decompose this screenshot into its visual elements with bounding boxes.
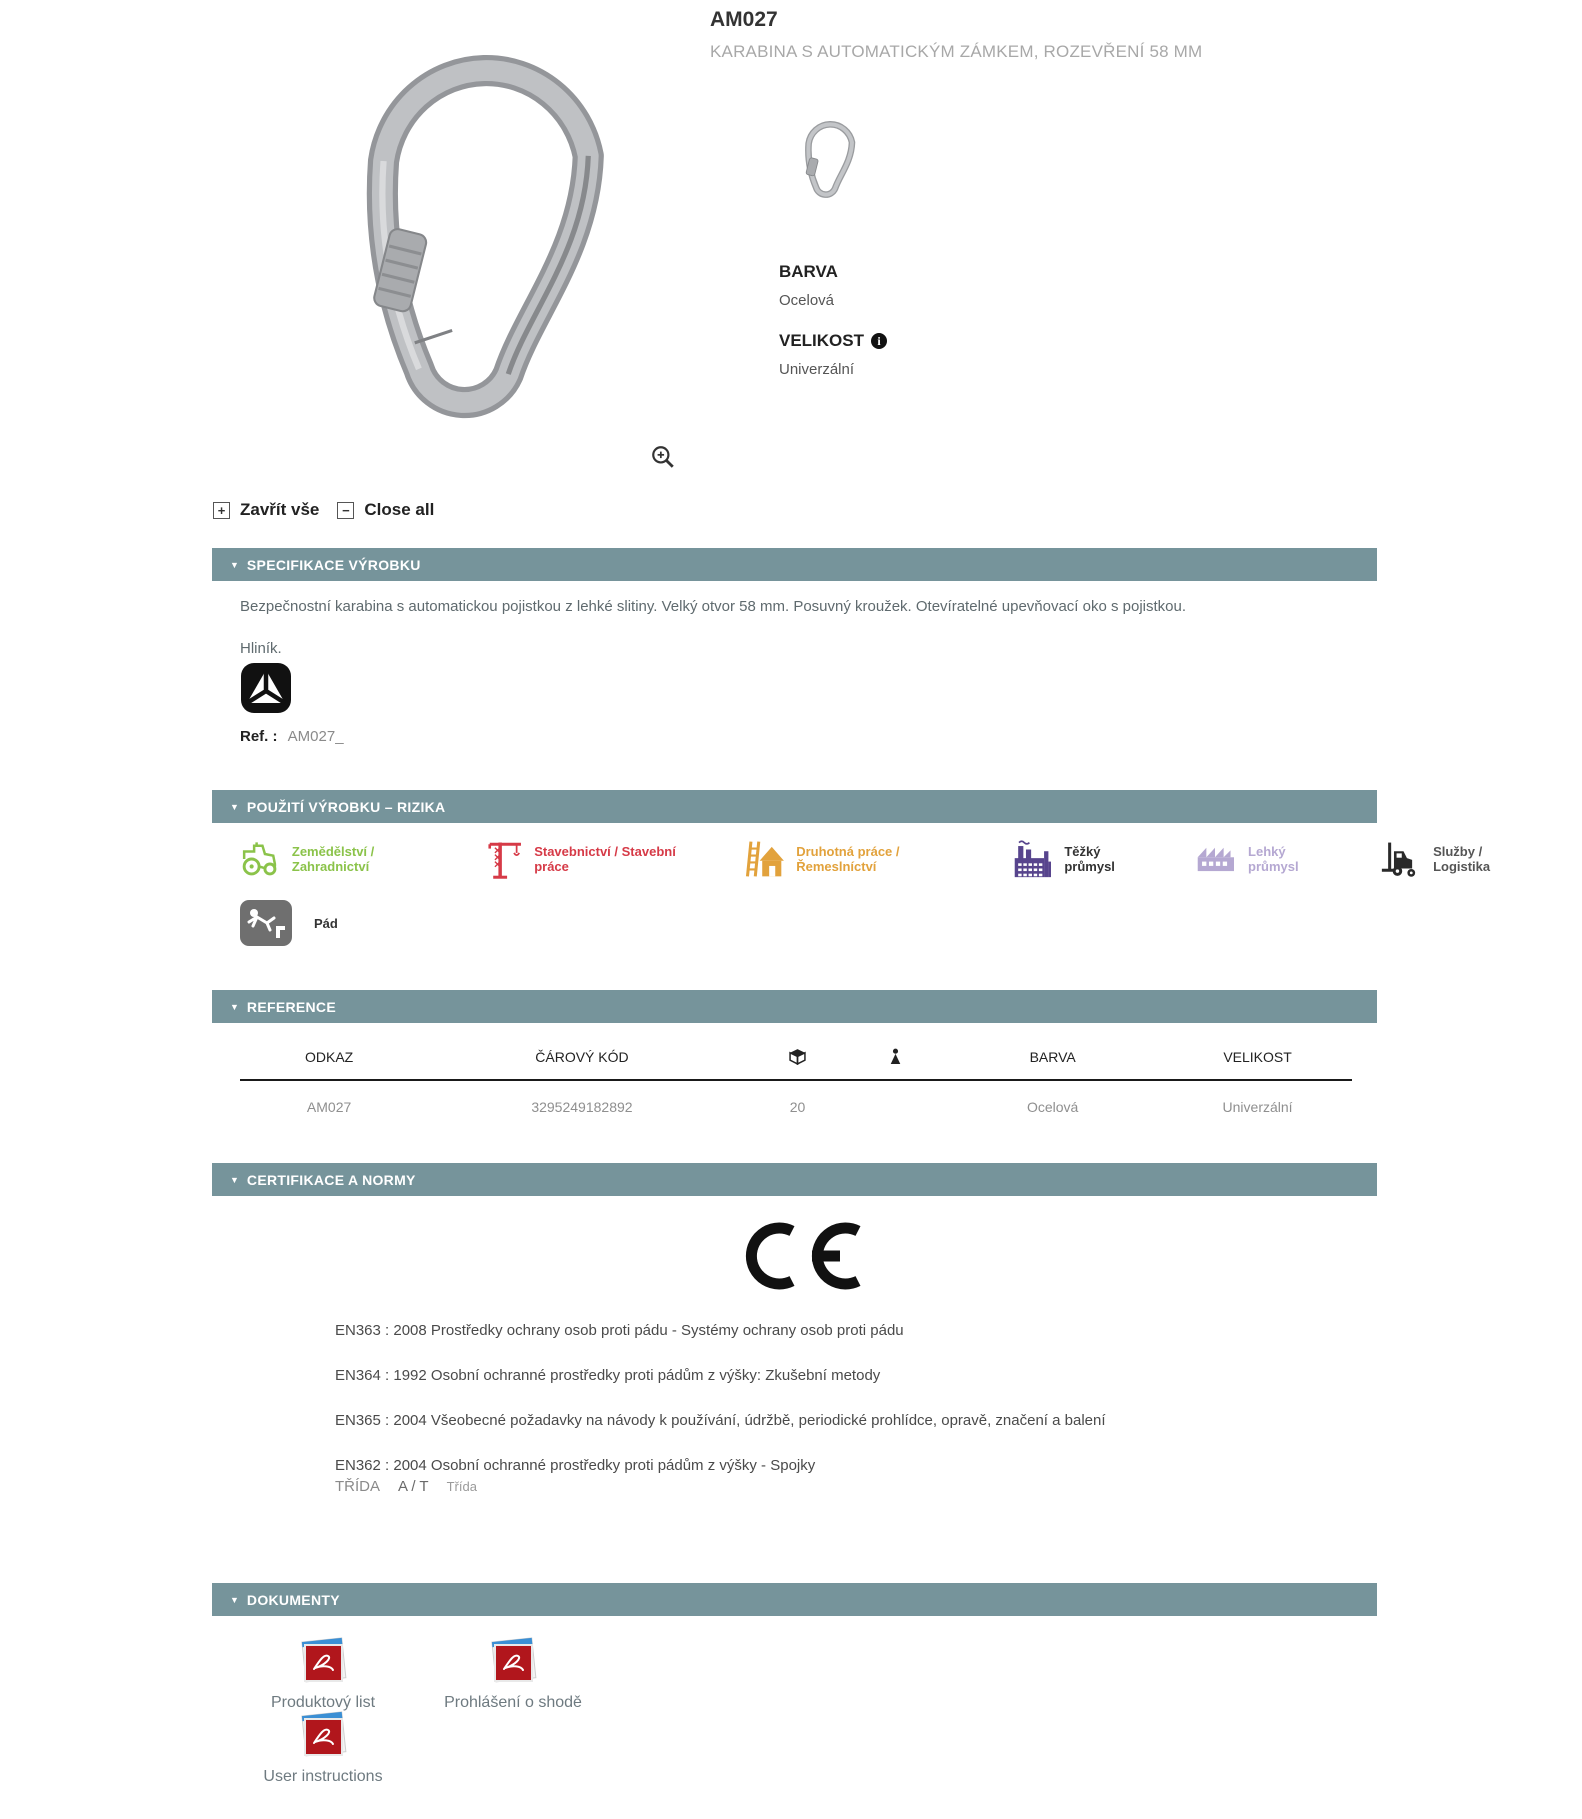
usage-label: Lehký průmysl xyxy=(1248,844,1299,874)
reference-table-header-row xyxy=(240,1036,1352,1080)
class-value: A / T xyxy=(398,1478,429,1495)
standard-en365: EN365 : 2004 Všeobecné požadavky na návody k používání, údržbě, periodické prohlídce, opravě, značení a balení xyxy=(335,1412,1106,1429)
cell-velikost: Univerzální xyxy=(1222,1099,1293,1115)
cell-odkaz: AM027 xyxy=(306,1099,352,1115)
usage-item-logistics xyxy=(1381,838,1528,880)
section-title: SPECIFIKACE VÝROBKU xyxy=(246,556,421,573)
section-header-reference[interactable] xyxy=(212,990,1377,1023)
col-header-odkaz: ODKAZ xyxy=(240,1036,418,1080)
info-icon[interactable]: i xyxy=(871,333,887,349)
col-header-barva: BARVA xyxy=(942,1036,1163,1080)
usage-label: Druhotná práce / Řemeslníctví xyxy=(796,844,900,874)
section-header-usage[interactable] xyxy=(212,790,1377,823)
heavy-factory-icon xyxy=(1013,836,1053,882)
section-header-certification[interactable] xyxy=(212,1163,1377,1196)
class-label: TŘÍDA xyxy=(335,1478,380,1495)
usage-label: Těžký průmysl xyxy=(1064,844,1115,874)
standard-en364: EN364 : 1992 Osobní ochranné prostředky proti pádům z výšky: Zkušební metody xyxy=(335,1367,881,1384)
falling-person-icon xyxy=(240,900,292,946)
product-subtitle: KARABINA S AUTOMATICKÝM ZÁMKEM, ROZEVŘENÍ 58 MM xyxy=(710,42,1203,61)
color-value: Ocelová xyxy=(779,292,835,309)
ladder-house-icon xyxy=(744,837,784,881)
spec-material: Hliník. xyxy=(240,640,282,657)
table-row xyxy=(240,1080,1352,1133)
reference-table xyxy=(240,1036,1352,1133)
doc-label[interactable]: Prohlášení o shodě xyxy=(444,1694,582,1711)
package-icon xyxy=(789,1048,806,1065)
product-header xyxy=(710,2,1350,62)
ref-value: AM027_ xyxy=(287,728,344,745)
risk-row xyxy=(240,900,338,946)
color-label-text: BARVA xyxy=(779,262,838,281)
zoom-icon[interactable] xyxy=(650,444,676,470)
close-all-en-link[interactable]: Close all xyxy=(364,500,435,519)
section-title: CERTIFIKACE A NORMY xyxy=(246,1171,416,1188)
pdf-icon xyxy=(298,1710,348,1760)
standard-en363: EN363 : 2008 Prostředky ochrany osob proti pádu - Systémy ochrany osob proti pádu xyxy=(335,1322,904,1339)
crane-icon xyxy=(488,836,523,882)
usage-label: Služby / Logistika xyxy=(1433,844,1491,874)
ce-mark-icon xyxy=(742,1218,867,1296)
col-header-velikost: VELIKOST xyxy=(1163,1036,1352,1080)
col-header-package xyxy=(746,1036,850,1080)
class-line xyxy=(335,1478,477,1495)
usage-icons-row xyxy=(240,836,1582,882)
chevron-down-icon: ▼ xyxy=(230,801,239,812)
product-photo[interactable] xyxy=(300,0,650,478)
usage-item-construction xyxy=(488,836,691,882)
section-header-specification[interactable] xyxy=(212,548,1377,581)
class-note: Třída xyxy=(446,1479,477,1494)
size-value: Univerzální xyxy=(779,361,855,378)
pdf-icon xyxy=(488,1636,538,1686)
risk-label: Pád xyxy=(314,915,338,931)
spec-description: Bezpečnostní karabina s automatickou pojistkou z lehké slitiny. Velký otvor 58 mm. Posuvný kroužek. Otevíratelné upevňovací oko s pojistkou. xyxy=(240,598,1187,615)
tractor-icon xyxy=(240,838,280,880)
doc-product-sheet[interactable] xyxy=(228,1636,418,1712)
section-title: POUŽITÍ VÝROBKU – RIZIKA xyxy=(246,798,446,815)
ref-label: Ref. : xyxy=(240,728,278,745)
size-label xyxy=(779,331,1199,351)
usage-item-heavy-industry xyxy=(1013,836,1143,882)
pdf-icon xyxy=(298,1636,348,1686)
cell-qty: 20 xyxy=(789,1099,806,1115)
chevron-down-icon: ▼ xyxy=(230,1001,239,1012)
section-title: DOKUMENTY xyxy=(246,1591,340,1608)
doc-declaration[interactable] xyxy=(418,1636,608,1712)
light-factory-icon xyxy=(1196,841,1236,877)
usage-item-craft xyxy=(744,837,958,881)
color-label xyxy=(779,262,1199,282)
usage-item-agriculture xyxy=(240,838,434,880)
col-header-barcode: ČÁROVÝ KÓD xyxy=(418,1036,745,1080)
expand-collapse-row xyxy=(213,500,434,520)
cell-barcode: 3295249182892 xyxy=(531,1099,633,1115)
expand-all-icon[interactable]: + xyxy=(213,502,230,519)
product-thumbnail[interactable] xyxy=(795,104,861,216)
usage-item-light-industry xyxy=(1196,841,1327,877)
close-all-cs-link[interactable]: Zavřít vše xyxy=(240,500,320,519)
doc-label[interactable]: User instructions xyxy=(263,1768,383,1785)
size-label-text: VELIKOST xyxy=(779,331,865,350)
cell-barva: Ocelová xyxy=(1026,1099,1079,1115)
cell-size-qty xyxy=(849,1080,942,1133)
section-title: REFERENCE xyxy=(246,998,336,1015)
delta-plus-logo[interactable] xyxy=(240,662,292,714)
usage-label: Zemědělství / Zahradnictví xyxy=(291,844,375,874)
usage-label: Stavebnictví / Stavební práce xyxy=(534,844,676,874)
doc-label[interactable]: Produktový list xyxy=(270,1694,376,1711)
person-icon xyxy=(888,1048,903,1065)
collapse-all-icon[interactable]: − xyxy=(337,502,354,519)
forklift-icon xyxy=(1381,838,1421,880)
section-header-documents[interactable] xyxy=(212,1583,1377,1616)
product-code: AM027 xyxy=(710,8,778,31)
standard-en362: EN362 : 2004 Osobní ochranné prostředky proti pádům z výšky - Spojky xyxy=(335,1457,816,1474)
carabiner-image xyxy=(300,0,650,478)
chevron-down-icon: ▼ xyxy=(230,1174,239,1185)
chevron-down-icon: ▼ xyxy=(230,559,239,570)
doc-user-instructions[interactable] xyxy=(228,1710,418,1786)
product-attributes xyxy=(779,262,1199,400)
col-header-size-person xyxy=(849,1036,942,1080)
chevron-down-icon: ▼ xyxy=(230,1594,239,1605)
reference-line xyxy=(240,728,344,745)
